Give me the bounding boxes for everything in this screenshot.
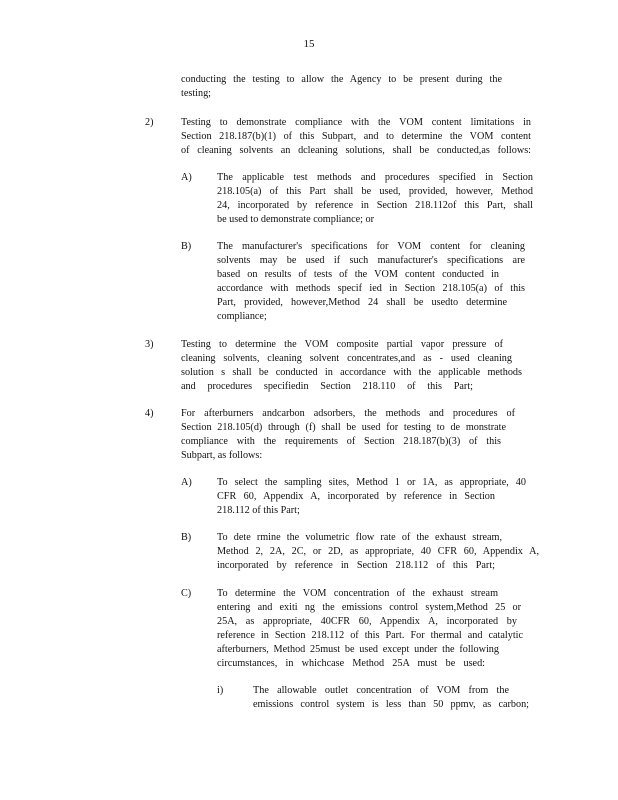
text-line: circumstances, in whichcase Method 25A must be used: bbox=[217, 658, 485, 669]
text-line: To dete rmine the volumetric flow rate of the exhaust stream, bbox=[217, 532, 502, 543]
item-paragraph bbox=[181, 338, 522, 394]
text-line: cleaning solvents, cleaning solvent concentrates,and as - used cleaning bbox=[181, 353, 512, 364]
text-line: Section 218.187(b)(1) of this Subpart, and to determine the VOM content bbox=[181, 131, 531, 142]
text-line: accordance with methods specif ied in Section 218.105(a) of this bbox=[217, 283, 525, 294]
item-label: 4) bbox=[145, 408, 154, 419]
subitem-paragraph bbox=[217, 476, 526, 518]
text-line: and procedures specifiedin Section 218.110 of this Part; bbox=[181, 381, 473, 392]
text-line: Subpart, as follows: bbox=[181, 450, 263, 461]
page-number: 15 bbox=[303, 38, 315, 50]
text-line: To determine the VOM concentration of the exhaust stream bbox=[217, 588, 498, 599]
text-line: afterburners, Method 25must be used except under the following bbox=[217, 644, 499, 655]
subsubitem-paragraph bbox=[253, 684, 529, 712]
text-line: 25A, as appropriate, 40CFR 60, Appendix A, incorporated by bbox=[217, 616, 517, 627]
text-line: of cleaning solvents an dcleaning solutions, shall be conducted,as follows: bbox=[181, 145, 531, 156]
text-line: reference in Section 218.112 of this Part. For thermal and catalytic bbox=[217, 630, 523, 641]
subitem-label: C) bbox=[181, 588, 192, 599]
text-line: compliance with the requirements of Section 218.187(b)(3) of this bbox=[181, 436, 501, 447]
text-line: Testing to demonstrate compliance with the VOM content limitations in bbox=[181, 117, 531, 128]
subitem-label: B) bbox=[181, 241, 192, 252]
text-line: 218.112 of this Part; bbox=[217, 505, 300, 516]
subitem-paragraph bbox=[217, 531, 539, 573]
text-line: To select the sampling sites, Method 1 or 1A, as appropriate, 40 bbox=[217, 477, 526, 488]
subitem-label: B) bbox=[181, 532, 192, 543]
subitem-paragraph bbox=[217, 587, 523, 671]
item-label: 3) bbox=[145, 339, 154, 350]
item-label: 2) bbox=[145, 117, 154, 128]
text-line: based on results of tests of the VOM content conducted in bbox=[217, 269, 499, 280]
text-line: The allowable outlet concentration of VOM from the bbox=[253, 685, 509, 696]
item-paragraph bbox=[181, 116, 531, 158]
subitem-paragraph bbox=[217, 171, 533, 227]
text-line: 218.105(a) of this Part shall be used, provided, however, Method bbox=[217, 186, 533, 197]
text-line: Method 2, 2A, 2C, or 2D, as appropriate, 40 CFR 60, Appendix A, bbox=[217, 546, 539, 557]
text-line: solvents may be used if such manufacturer's specifications are bbox=[217, 255, 525, 266]
text-line: testing; bbox=[181, 88, 211, 99]
text-line: emissions control system is less than 50 ppmv, as carbon; bbox=[253, 699, 529, 710]
text-line: be used to demonstrate compliance; or bbox=[217, 214, 375, 225]
text-line: entering and exiti ng the emissions control system,Method 25 or bbox=[217, 602, 521, 613]
text-line: Testing to determine the VOM composite partial vapor pressure of bbox=[181, 339, 503, 350]
text-line: 24, incorporated by reference in Section 218.112of this Part, shall bbox=[217, 200, 533, 211]
text-line: The manufacturer's specifications for VOM content for cleaning bbox=[217, 241, 525, 252]
intro-paragraph bbox=[181, 73, 502, 101]
text-line: Section 218.105(d) through (f) shall be used for testing to de monstrate bbox=[181, 422, 506, 433]
text-line: Part, provided, however,Method 24 shall be usedto determine bbox=[217, 297, 507, 308]
text-line: For afterburners andcarbon adsorbers, the methods and procedures of bbox=[181, 408, 515, 419]
item-paragraph bbox=[181, 407, 515, 463]
subitem-label: A) bbox=[181, 172, 192, 183]
text-line: incorporated by reference in Section 218.112 of this Part; bbox=[217, 560, 495, 571]
text-line: solution s shall be conducted in accordance with the applicable methods bbox=[181, 367, 522, 378]
text-line: CFR 60, Appendix A, incorporated by reference in Section bbox=[217, 491, 495, 502]
text-line: The applicable test methods and procedures specified in Section bbox=[217, 172, 533, 183]
subsubitem-label: i) bbox=[217, 685, 224, 696]
text-line: compliance; bbox=[217, 311, 267, 322]
subitem-paragraph bbox=[217, 240, 525, 324]
text-line: conducting the testing to allow the Agency to be present during the bbox=[181, 74, 502, 85]
subitem-label: A) bbox=[181, 477, 192, 488]
